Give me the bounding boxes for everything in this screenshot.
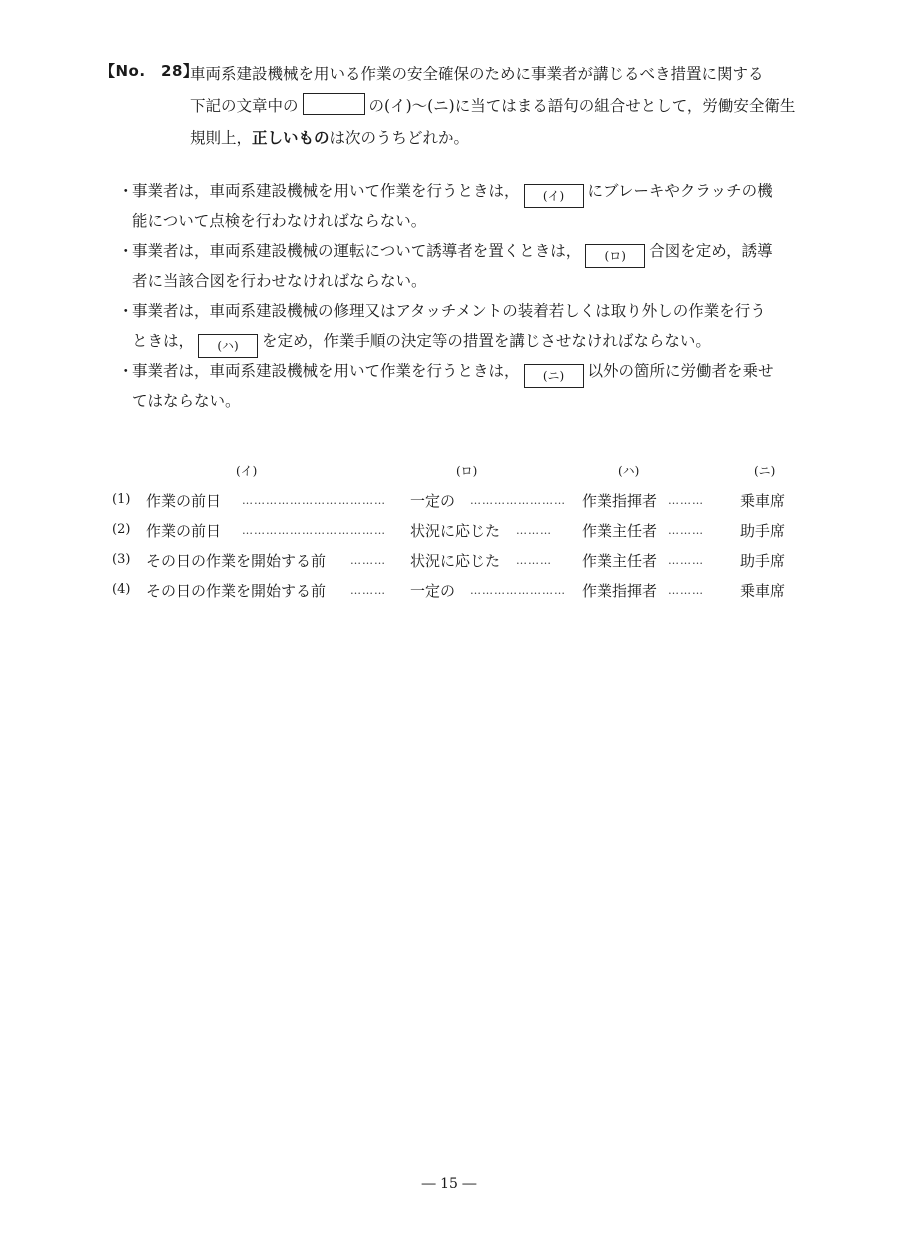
leader-dots: ……… (516, 524, 552, 537)
choice-ni: 乗車席 (740, 582, 786, 600)
statement-4-after: 以外の箇所に労働者を乗せ (587, 362, 774, 380)
choice-ro: 一定の (410, 582, 456, 600)
bullet-dot: ・ (118, 362, 134, 380)
statement-4-before: 事業者は，車両系建設機械を用いて作業を行うときは， (132, 362, 520, 380)
leader-dots: …………………… (470, 494, 566, 507)
statement-1-after: にブレーキやクラッチの機 (587, 182, 773, 200)
leader-dots: ……… (668, 494, 704, 507)
choice-number: (1) (112, 492, 131, 507)
answer-choice[interactable] (112, 488, 812, 518)
answer-choice[interactable] (112, 578, 812, 608)
blank-ni: (ニ) (524, 364, 584, 388)
choice-ro: 状況に応じた (410, 522, 501, 540)
choice-ni: 助手席 (740, 552, 786, 570)
choice-i: 作業の前日 (146, 492, 222, 510)
question-line-3 (190, 122, 802, 154)
statement-3 (118, 296, 808, 356)
choice-ha: 作業主任者 (582, 552, 658, 570)
bullet-dot: ・ (118, 242, 134, 260)
header-ha: (ハ) (618, 464, 640, 478)
question-line-3-after: は次のうちどれか。 (329, 129, 470, 147)
blank-ha: (ハ) (198, 334, 258, 358)
statement-3-after: を定め，作業手順の決定等の措置を講じさせなければならない。 (262, 332, 711, 350)
header-ro: (ロ) (456, 464, 478, 478)
choice-i: その日の作業を開始する前 (146, 582, 327, 600)
leader-dots: …………………… (470, 584, 566, 597)
statement-3-line-1: 事業者は，車両系建設機械の修理又はアタッチメントの装着若しくは取り外しの作業を行う (132, 302, 766, 320)
leader-dots: ……… (668, 584, 704, 597)
statement-2-after: 合図を定め，誘導 (649, 242, 773, 260)
blank-ro: (ロ) (585, 244, 645, 268)
leader-dots: ……… (668, 524, 704, 537)
question-text (190, 58, 802, 154)
question-line-3-before: 規則上， (190, 129, 253, 147)
choice-i: その日の作業を開始する前 (146, 552, 327, 570)
choice-ni: 乗車席 (740, 492, 786, 510)
choice-ha: 作業指揮者 (582, 582, 658, 600)
answer-choice[interactable] (112, 518, 812, 548)
emphasis-correct: 正しいもの (252, 129, 330, 147)
statement-2-before: 事業者は，車両系建設機械の運転について誘導者を置くときは， (132, 242, 582, 260)
statement-1-before: 事業者は，車両系建設機械を用いて作業を行うときは， (132, 182, 520, 200)
choice-number: (2) (112, 522, 131, 537)
question-line-2-after: の(イ)～(ニ)に当てはまる語句の組合せとして，労働安全衛生 (368, 97, 796, 115)
choice-number: (3) (112, 552, 131, 567)
question-line-2-before: 下記の文章中の (190, 97, 299, 115)
question-number: 【No. 28】 (100, 62, 199, 80)
choice-ha: 作業指揮者 (582, 492, 658, 510)
statement-1 (118, 176, 808, 236)
question-line-2 (190, 90, 802, 122)
bullet-dot: ・ (118, 302, 134, 320)
page-number: ― 15 ― (421, 1176, 477, 1192)
blank-i: (イ) (524, 184, 584, 208)
choice-i: 作業の前日 (146, 522, 222, 540)
statement-1-line-2: 能について点検を行わなければならない。 (132, 212, 427, 230)
leader-dots: ……… (668, 554, 704, 567)
statement-2-line-2: 者に当該合図を行わせなければならない。 (132, 272, 427, 290)
statement-list (118, 176, 808, 416)
header-i: (イ) (236, 464, 258, 478)
choice-number: (4) (112, 582, 131, 597)
choice-ha: 作業主任者 (582, 522, 658, 540)
statement-4-line-2: てはならない。 (132, 392, 241, 410)
choice-ni: 助手席 (740, 522, 786, 540)
choice-ro: 状況に応じた (410, 552, 501, 570)
header-ni: (ニ) (754, 464, 776, 478)
leader-dots: ……………………………… (242, 494, 386, 507)
bullet-dot: ・ (118, 182, 134, 200)
empty-blank-box (303, 93, 365, 115)
answer-choices (112, 488, 812, 608)
statement-3-before: ときは， (132, 332, 195, 350)
leader-dots: ……… (350, 584, 386, 597)
statement-2 (118, 236, 808, 296)
leader-dots: ……… (350, 554, 386, 567)
leader-dots: ……… (516, 554, 552, 567)
answer-choice[interactable] (112, 548, 812, 578)
leader-dots: ……………………………… (242, 524, 386, 537)
choice-ro: 一定の (410, 492, 456, 510)
question-line-1: 車両系建設機械を用いる作業の安全確保のために事業者が講じるべき措置に関する (190, 65, 764, 83)
statement-4 (118, 356, 808, 416)
